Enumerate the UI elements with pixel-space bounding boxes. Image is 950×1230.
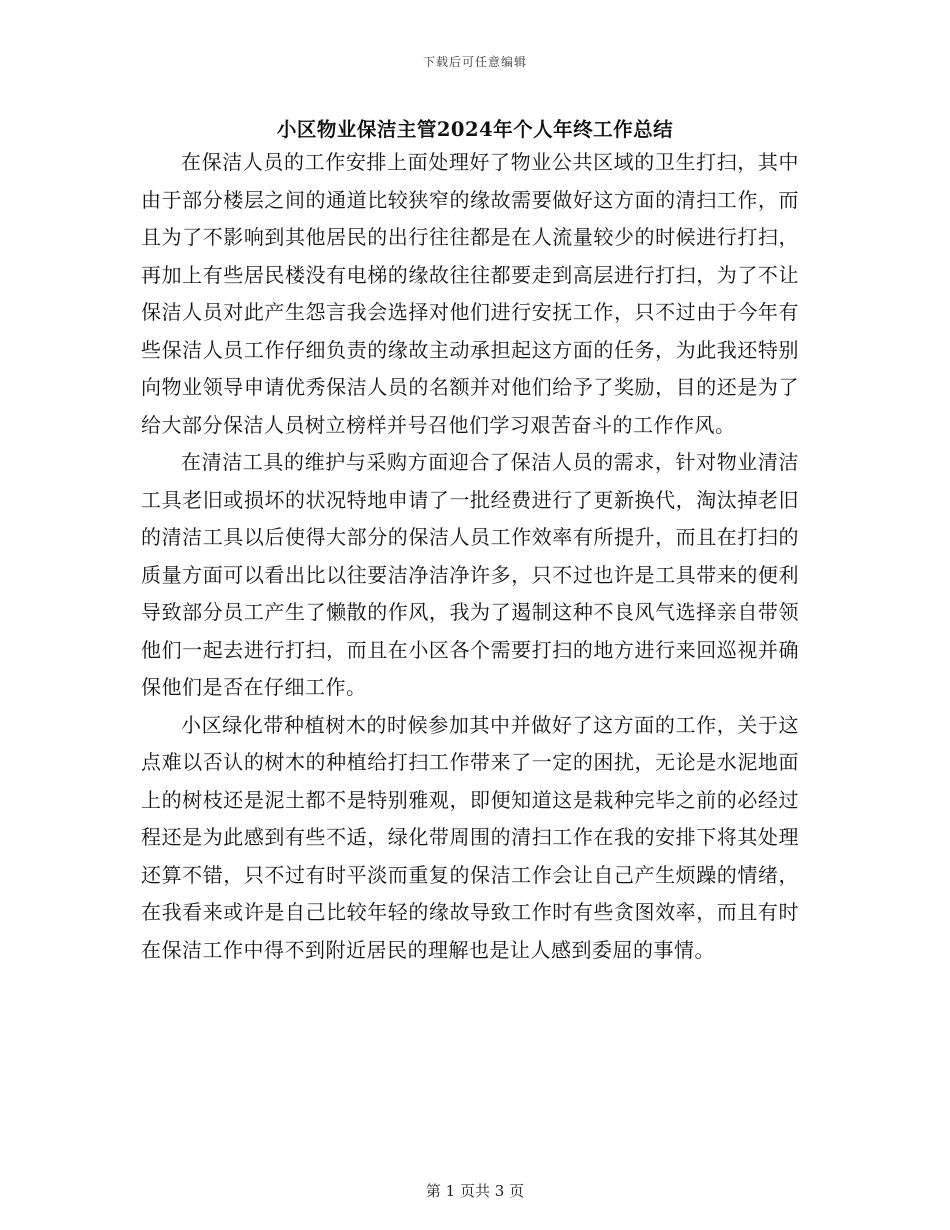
document-title: 小区物业保洁主管2024年个人年终工作总结 [276,118,674,141]
paragraph-2: 在清洁工具的维护与采购方面迎合了保洁人员的需求，针对物业清洁工具老旧或损坏的状况特地申请了一批经费进行了更新换代，淘汰掉老旧的清洁工具以后使得大部分的保洁人员工作效率有所提升，而且在打扫的质量方面可以看出比以往要洁净洁净许多，只不过也许是工具带来的便利导致部分员工产生了懒散的作风，我为了遏制这种不良风气选择亲自带领他们一起去进行打扫，而且在小区各个需要打扫的地方进行来回巡视并确保他们是否在仔细工作。 [141,450,799,699]
paragraph-1: 在保洁人员的工作安排上面处理好了物业公共区域的卫生打扫，其中由于部分楼层之间的通道比较狭窄的缘故需要做好这方面的清扫工作，而且为了不影响到其他居民的出行往往都是在人流量较少的时候进行打扫，再加上有些居民楼没有电梯的缘故往往都要走到高层进行打扫，为了不让保洁人员对此产生怨言我会选择对他们进行安抚工作，只不过由于今年有些保洁人员工作仔细负责的缘故主动承担起这方面的任务，为此我还特别向物业领导申请优秀保洁人员的名额并对他们给予了奖励，目的还是为了给大部分保洁人员树立榜样并号召他们学习艰苦奋斗的工作作风。 [141,150,799,437]
page-number-footer: 第 1 页共 3 页 [425,1182,525,1200]
paragraph-3: 小区绿化带种植树木的时候参加其中并做好了这方面的工作，关于这点难以否认的树木的种植给打扫工作带来了一定的困扰，无论是水泥地面上的树枝还是泥土都不是特别雅观，即便知道这是栽种完毕之前的必经过程还是为此感到有些不适，绿化带周围的清扫工作在我的安排下将其处理还算不错，只不过有时平淡而重复的保洁工作会让自己产生烦躁的情绪，在我看来或许是自己比较年轻的缘故导致工作时有些贪图效率，而且有时在保洁工作中得不到附近居民的理解也是让人感到委屈的事情。 [141,712,799,962]
page-header-note: 下载后可任意编辑 [422,55,527,69]
document-body [141,144,799,969]
